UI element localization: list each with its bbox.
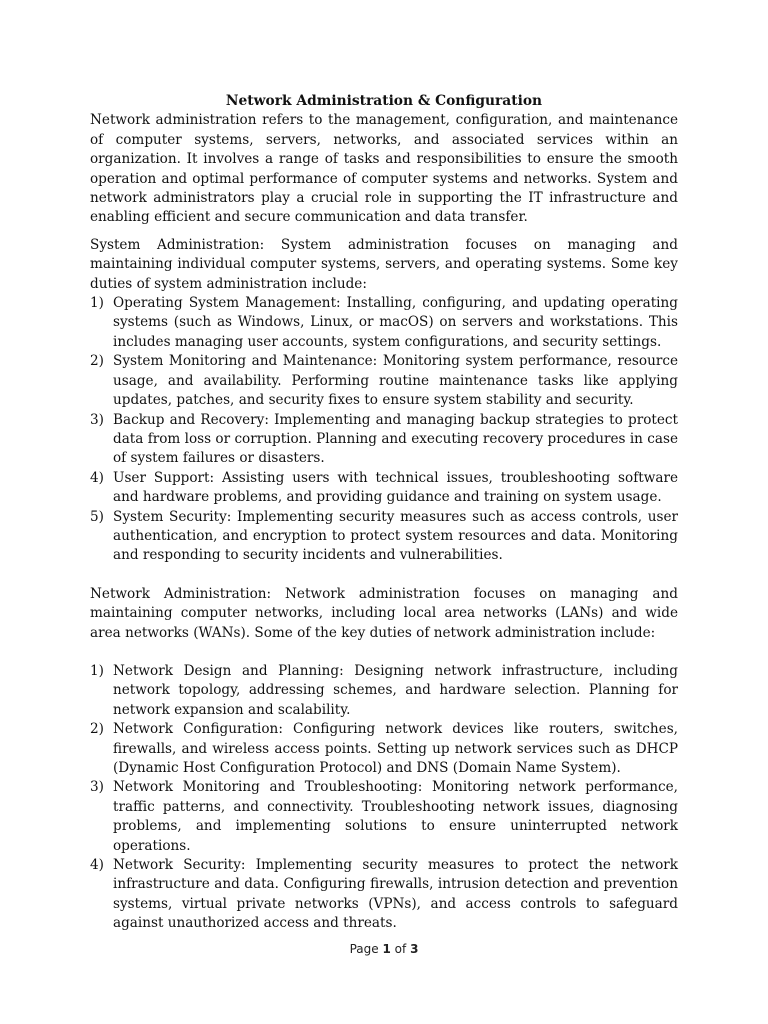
list-item <box>90 469 678 508</box>
intro-paragraph: Network administration refers to the management, configuration, and maintenance of computer systems, servers, networks, and associated services within an organization. It involves a range of tasks and responsibilities to ensure the smooth operation and optimal performance of computer systems and networks. System and network administrators play a crucial role in supporting the IT infrastructure and enabling efficient and secure communication and data transfer. <box>90 112 678 226</box>
spacer <box>90 566 678 585</box>
list-item-number: 3) <box>90 411 104 428</box>
list-item-number: 4) <box>90 857 104 874</box>
system-admin-intro: System Administration: System administration focuses on managing and maintaining individual computer systems, servers, and operating systems. Some key duties of system administration include: <box>90 236 678 292</box>
list-item-text: Network Security: Implementing security measures to protect the network infrastructure and data. Configuring firewalls, intrusion detection and prevention systems, virtual private networks (VPNs), and access controls to safeguard against unauthorized access and threats. <box>113 857 678 932</box>
page-label: Page <box>349 942 379 956</box>
list-item-text: Backup and Recovery: Implementing and managing backup strategies to protect data from loss or corruption. Planning and executing recovery procedures in case of system failures or disasters. <box>113 411 678 467</box>
list-item-number: 5) <box>90 508 104 525</box>
list-item-number: 2) <box>90 721 104 738</box>
of-label: of <box>394 942 407 956</box>
document-page <box>90 92 678 934</box>
list-item-text: System Monitoring and Maintenance: Monitoring system performance, resource usage, and availability. Performing routine maintenance tasks like applying updates, patches, and security fixes to ensure system stability and security. <box>113 353 678 409</box>
document-title: Network Administration & Configuration <box>225 93 543 109</box>
list-item <box>90 508 678 566</box>
spacer <box>90 228 678 236</box>
list-item <box>90 778 678 856</box>
network-admin-list <box>90 662 678 934</box>
network-admin-intro: Network Administration: Network administration focuses on managing and maintaining computer networks, including local area networks (LANs) and wide area networks (WANs). Some of the key duties of network administration include: <box>90 585 678 641</box>
spacer <box>90 643 678 662</box>
list-item <box>90 411 678 469</box>
list-item-number: 1) <box>90 295 104 312</box>
system-admin-list <box>90 294 678 566</box>
list-item-text: System Security: Implementing security measures such as access controls, user authentication, and encryption to protect system resources and data. Monitoring and responding to security incidents and vulnerabilities. <box>113 508 678 564</box>
list-item-text: Network Monitoring and Troubleshooting: Monitoring network performance, traffic patterns, and connectivity. Troubleshooting network issues, diagnosing problems, and implementing solutions to ensure uninterrupted network operations. <box>113 779 678 854</box>
list-item <box>90 856 678 934</box>
list-item-text: Network Design and Planning: Designing network infrastructure, including network topology, addressing schemes, and hardware selection. Planning for network expansion and scalability. <box>113 662 678 718</box>
list-item-number: 3) <box>90 779 104 796</box>
list-item <box>90 662 678 720</box>
total-pages-number: 3 <box>410 942 419 956</box>
list-item-number: 1) <box>90 662 104 679</box>
list-item <box>90 352 678 410</box>
list-item-number: 4) <box>90 469 104 486</box>
list-item-text: Operating System Management: Installing, configuring, and updating operating systems (such as Windows, Linux, or macOS) on servers and workstations. This includes managing user accounts, system configurations, and security settings. <box>113 295 678 350</box>
list-item-text: User Support: Assisting users with technical issues, troubleshooting software and hardware problems, and providing guidance and training on system usage. <box>113 469 678 506</box>
list-item <box>90 294 678 352</box>
list-item-number: 2) <box>90 353 104 370</box>
list-item-text: Network Configuration: Configuring network devices like routers, switches, firewalls, and wireless access points. Setting up network services such as DHCP (Dynamic Host Configuration Protocol) and DNS (Domain Name System). <box>113 721 678 776</box>
page-footer <box>0 942 768 956</box>
list-item <box>90 720 678 778</box>
current-page-number: 1 <box>382 942 391 956</box>
